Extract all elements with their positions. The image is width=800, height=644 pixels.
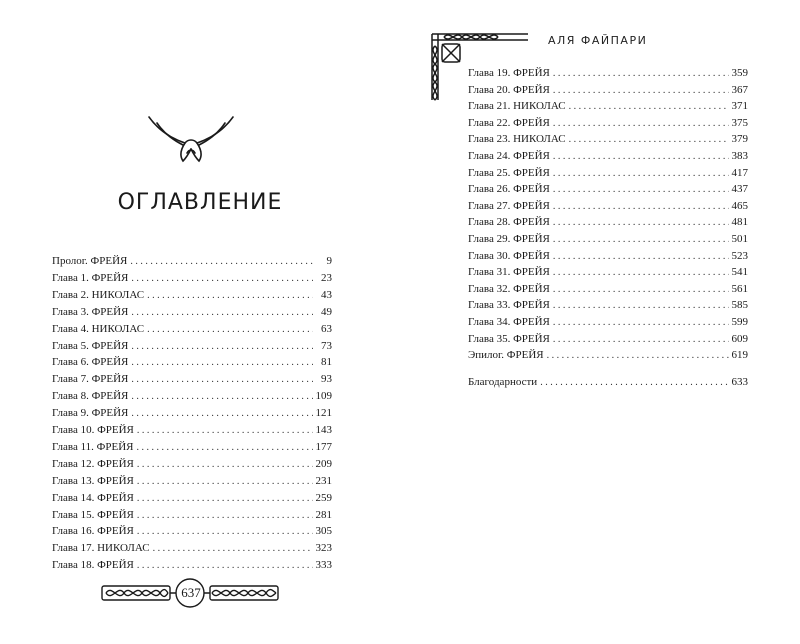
toc-entry-label: Глава 22. ФРЕЙЯ: [468, 116, 550, 129]
toc-entry-label: Глава 24. ФРЕЙЯ: [468, 150, 550, 162]
toc-entry-page: 143: [315, 424, 332, 436]
toc-entry-label: Глава 27. ФРЕЙЯ: [468, 199, 550, 212]
toc-entry-page: 305: [315, 525, 332, 538]
toc-entry-label: Глава 31. ФРЕЙЯ: [468, 266, 550, 279]
dot-leader: [553, 250, 729, 264]
toc-entry-label: Глава 32. ФРЕЙЯ: [468, 282, 550, 295]
toc-entry-page: 375: [731, 116, 748, 129]
toc-entry-page: 585: [731, 299, 748, 312]
dot-leader: [553, 233, 729, 247]
toc-entry-label: Пролог. ФРЕЙЯ: [52, 255, 128, 267]
toc-entry: [468, 182, 748, 196]
toc-entry-page: 633: [731, 375, 748, 388]
toc-entry-page: 619: [731, 349, 748, 362]
dot-leader: [553, 316, 729, 330]
toc-entry-page: 437: [731, 183, 748, 196]
dot-leader: [553, 283, 729, 297]
dot-leader: [553, 84, 729, 98]
toc-entry: [468, 215, 748, 229]
dot-leader: [553, 266, 729, 280]
toc-entry-page: 609: [731, 332, 748, 345]
toc-entry-label: Глава 2. НИКОЛАС: [52, 288, 145, 301]
toc-entry-page: 367: [731, 83, 748, 96]
toc-entry-page: 209: [315, 457, 332, 470]
toc-entry-page: 561: [731, 282, 748, 295]
toc-entry-page: 259: [315, 491, 332, 504]
toc-entry-page: 23: [321, 271, 332, 284]
toc-entry-label: Глава 14. ФРЕЙЯ: [52, 491, 134, 504]
dot-leader: [553, 216, 729, 230]
dot-leader: [553, 200, 729, 214]
toc-entry-label: Глава 10. ФРЕЙЯ: [52, 424, 134, 436]
toc-entry-label: Глава 11. ФРЕЙЯ: [52, 440, 134, 453]
toc-entry-label: Глава 25. ФРЕЙЯ: [468, 166, 550, 179]
toc-entry: [468, 282, 748, 296]
toc-entry-label: Глава 1. ФРЕЙЯ: [52, 271, 129, 284]
toc-entry-page: 9: [326, 255, 332, 267]
dot-leader: [569, 133, 729, 147]
toc-entry: [468, 166, 748, 180]
toc-entry: [468, 249, 748, 263]
toc-entry-label: Глава 17. НИКОЛАС: [52, 542, 150, 555]
toc-entry-page: 81: [321, 356, 332, 369]
toc-entry-label: Глава 34. ФРЕЙЯ: [468, 316, 550, 328]
toc-entry: [468, 375, 748, 389]
toc-entry-label: Глава 15. ФРЕЙЯ: [52, 508, 134, 521]
toc-entry-label: Глава 4. НИКОЛАС: [52, 322, 145, 335]
toc-entry: [468, 66, 748, 80]
toc-entry: [468, 332, 748, 346]
toc-entry-label: Глава 5. ФРЕЙЯ: [52, 339, 129, 352]
toc-entry: [468, 99, 748, 113]
toc-entry-page: 281: [315, 508, 332, 521]
toc-entry-label: Глава 18. ФРЕЙЯ: [52, 559, 134, 572]
dot-leader: [553, 117, 729, 131]
toc-entry: [468, 83, 748, 97]
toc-entry-page: 379: [731, 133, 748, 146]
toc-entry-label: Глава 7. ФРЕЙЯ: [52, 373, 129, 386]
dot-leader: [553, 183, 729, 197]
toc-entry-page: 177: [315, 440, 332, 453]
toc-entry-page: 417: [731, 166, 748, 179]
toc-entry-page: 49: [321, 305, 332, 318]
toc-entry: [468, 199, 748, 213]
toc-entry-page: 359: [731, 67, 748, 79]
toc-entry-label: Глава 28. ФРЕЙЯ: [468, 216, 550, 229]
dot-leader: [540, 376, 728, 390]
toc-entry-page: 481: [731, 216, 748, 229]
dot-leader: [569, 100, 729, 114]
toc-entry-page: 231: [315, 474, 332, 487]
toc-entry-page: 109: [315, 390, 332, 403]
toc-entry-page: 63: [321, 322, 332, 335]
toc-entry-page: 599: [731, 316, 748, 328]
dot-leader: [553, 167, 729, 181]
toc-entry-page: 541: [731, 266, 748, 279]
toc-entry: [468, 298, 748, 312]
toc-entry-page: 523: [731, 249, 748, 262]
toc-entry-page: 333: [315, 559, 332, 572]
toc-entry-label: Глава 33. ФРЕЙЯ: [468, 299, 550, 312]
dot-leader: [547, 349, 729, 363]
toc-entry-page: 371: [731, 100, 748, 113]
toc-entry-label: Глава 26. ФРЕЙЯ: [468, 183, 550, 196]
dot-leader: [553, 150, 729, 164]
toc-entry-label: Благодарности: [468, 375, 538, 388]
toc-entry-page: 121: [315, 407, 332, 420]
toc-entry-label: Глава 6. ФРЕЙЯ: [52, 356, 129, 369]
dot-leader: [553, 67, 729, 81]
toc-entry: [468, 232, 748, 246]
toc-entry-label: Глава 29. ФРЕЙЯ: [468, 233, 550, 245]
dot-leader: [553, 333, 729, 347]
toc-entry-page: 73: [321, 339, 332, 352]
toc-entry-label: Глава 35. ФРЕЙЯ: [468, 332, 550, 345]
toc-entry-label: Глава 3. ФРЕЙЯ: [52, 305, 129, 318]
toc-entry: [468, 116, 748, 130]
toc-entry: [468, 348, 748, 362]
toc-entry-label: Глава 30. ФРЕЙЯ: [468, 249, 550, 262]
toc-entry-label: Эпилог. ФРЕЙЯ: [468, 349, 544, 362]
toc-entry: [468, 265, 748, 279]
toc-entry-page: 323: [315, 542, 332, 555]
running-head: АЛЯ ФАЙПАРИ: [548, 34, 648, 47]
toc-entry-label: Глава 20. ФРЕЙЯ: [468, 83, 550, 96]
toc-entry-label: Глава 21. НИКОЛАС: [468, 100, 566, 113]
toc-entry: [468, 315, 748, 329]
page-number: 637: [181, 585, 201, 600]
toc-entry: [468, 149, 748, 163]
toc-entry-label: Глава 19. ФРЕЙЯ: [468, 67, 550, 79]
toc-entry-page: 43: [321, 288, 332, 301]
toc-entry-label: Глава 13. ФРЕЙЯ: [52, 474, 134, 487]
toc-entry-label: Глава 16. ФРЕЙЯ: [52, 525, 134, 538]
dot-leader: [553, 299, 729, 313]
toc-entry-page: 465: [731, 199, 748, 212]
toc-entry-page: 93: [321, 373, 332, 386]
toc-title: ОГЛАВЛЕНИЕ: [117, 190, 283, 215]
toc-entry-label: Глава 9. ФРЕЙЯ: [52, 407, 129, 420]
toc-entry: [468, 132, 748, 146]
toc-entry-page: 501: [731, 233, 748, 245]
toc-entry-label: Глава 23. НИКОЛАС: [468, 133, 566, 146]
toc-entry-label: Глава 12. ФРЕЙЯ: [52, 457, 134, 470]
toc-entry-label: Глава 8. ФРЕЙЯ: [52, 390, 129, 403]
toc-entry-page: 383: [731, 150, 748, 162]
